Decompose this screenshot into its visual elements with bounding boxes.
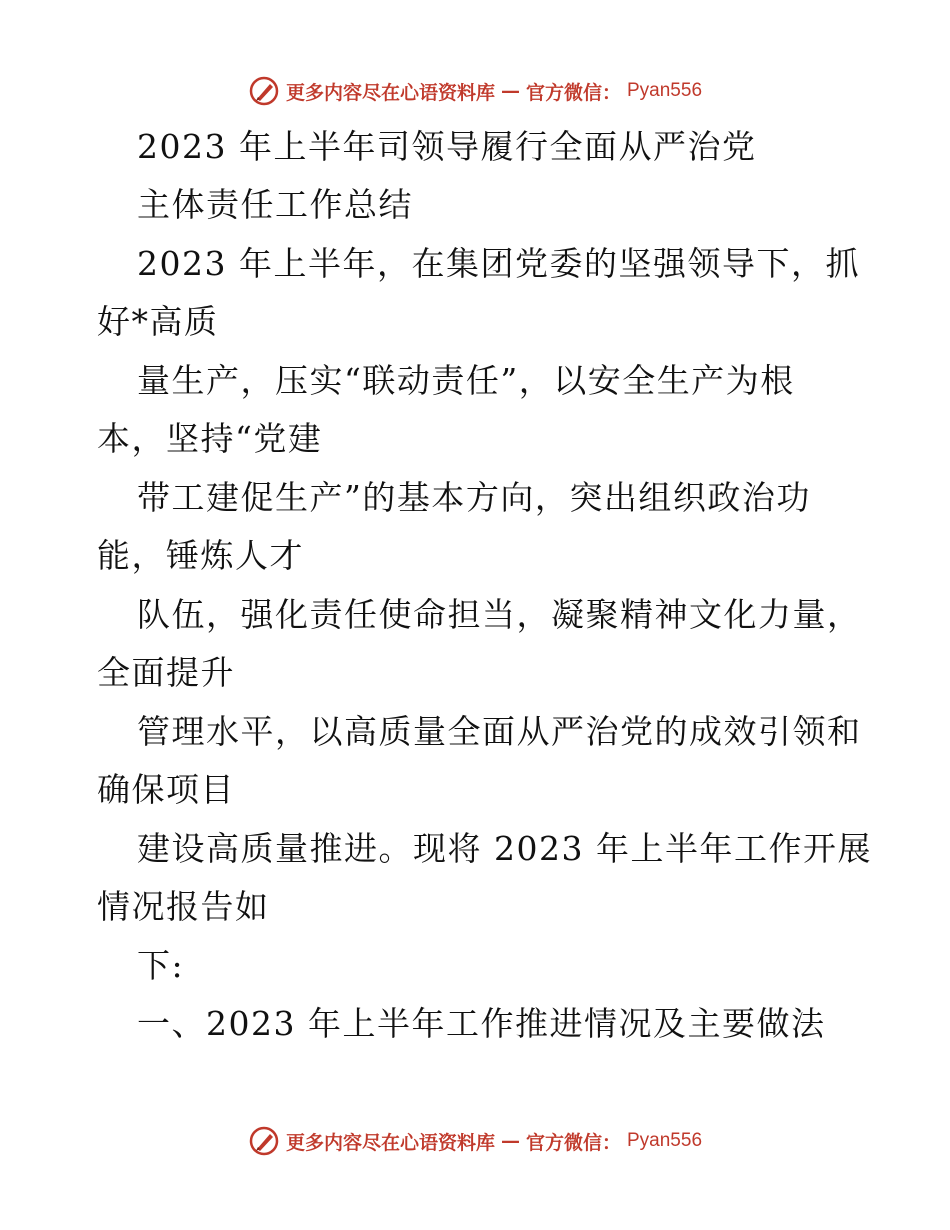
paragraph-line: 好*高质 xyxy=(97,302,219,341)
paragraph-line: 建设高质量推进。现将 2023 年上半年工作开展 xyxy=(137,829,872,868)
watermark-text: 更多内容尽在心语资料库 xyxy=(285,1131,495,1154)
paragraph-line: 全面提升 xyxy=(97,653,235,692)
watermark-separator: — xyxy=(500,1130,520,1152)
watermark-text: 更多内容尽在心语资料库 xyxy=(285,81,495,104)
pen-logo-icon xyxy=(248,75,280,107)
paragraph-line: 管理水平，以高质量全面从严治党的成效引领和 xyxy=(137,712,862,751)
paragraph-line: 本，坚持“党建 xyxy=(97,419,323,458)
section-heading: 一、2023 年上半年工作推进情况及主要做法 xyxy=(137,1004,826,1043)
document-title-line-2: 主体责任工作总结 xyxy=(137,185,413,224)
watermark-contact-label: 官方微信： xyxy=(525,81,621,104)
watermark-contact-id: Pyan556 xyxy=(627,80,703,101)
paragraph-line: 带工建促生产”的基本方向，突出组织政治功 xyxy=(137,478,811,517)
paragraph-line: 确保项目 xyxy=(97,770,235,809)
watermark-separator: — xyxy=(500,80,520,102)
document-title-line-1: 2023 年上半年司领导履行全面从严治党 xyxy=(137,127,757,166)
paragraph-line: 能，锤炼人才 xyxy=(97,536,304,575)
paragraph-line: 2023 年上半年，在集团党委的坚强领导下，抓 xyxy=(137,244,860,283)
watermark-header xyxy=(0,71,950,111)
watermark-footer xyxy=(0,1121,950,1161)
watermark-contact-label: 官方微信： xyxy=(525,1131,621,1154)
paragraph-line: 下: xyxy=(137,946,185,985)
paragraph-line: 队伍，强化责任使命担当，凝聚精神文化力量， xyxy=(137,595,862,634)
watermark-contact-id: Pyan556 xyxy=(627,1130,703,1151)
pen-logo-icon xyxy=(248,1125,280,1157)
paragraph-line: 量生产，压实“联动责任”，以安全生产为根 xyxy=(137,361,795,400)
paragraph-line: 情况报告如 xyxy=(97,887,270,926)
